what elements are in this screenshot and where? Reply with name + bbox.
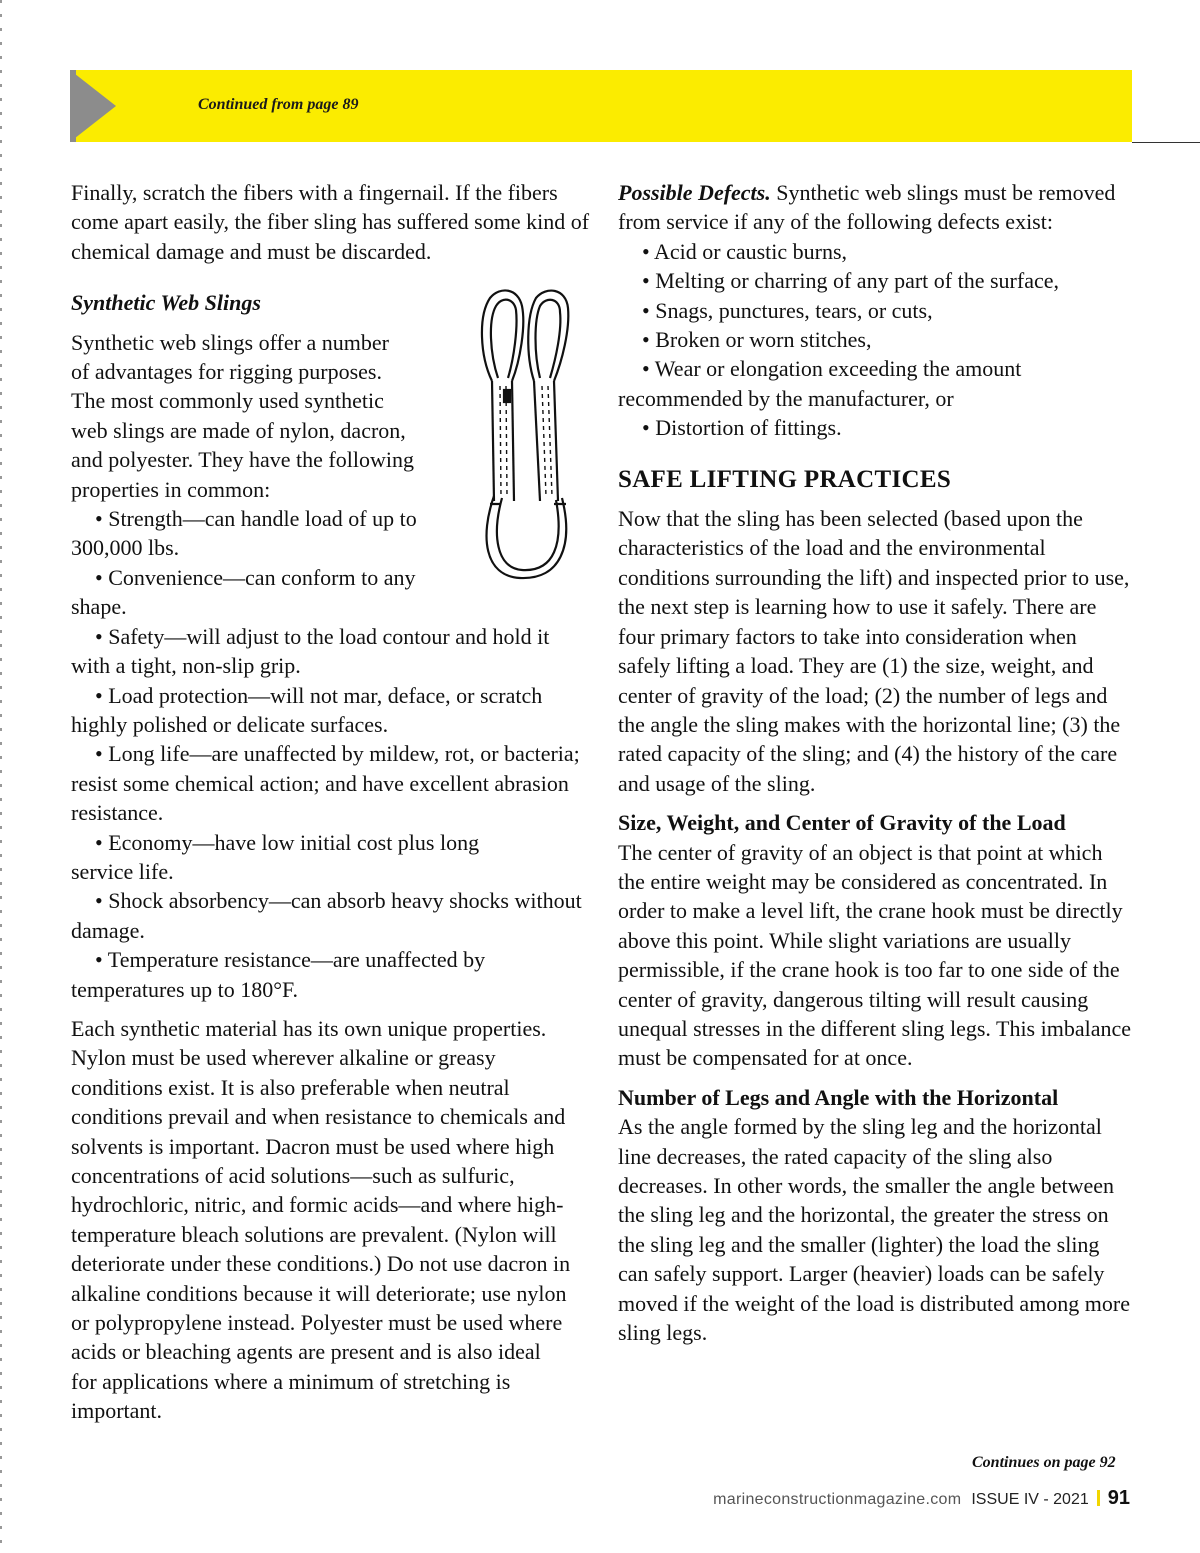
list-item-defect: • Snags, punctures, tears, or cuts, bbox=[642, 297, 933, 323]
list-item-load-protection: • Load protection—will not mar, deface, or scratch highly polished or delicate surfaces. bbox=[71, 682, 543, 737]
list-item-economy: • Economy—have low initial cost plus long service life. bbox=[71, 829, 480, 884]
text-line: of advantages for rigging purposes. bbox=[71, 359, 382, 385]
section-title-synthetic-web-slings: Synthetic Web Slings bbox=[71, 290, 261, 316]
list-item-long-life: • Long life—are unaffected by mildew, rot, or bacteria; resist some chemical action; and have excellent abrasion resistance. bbox=[71, 741, 580, 826]
continues-on-label: Continues on page 92 bbox=[972, 1454, 1116, 1471]
legs-and-angle-paragraph: As the angle formed by the sling leg and the horizontal line decreases, the rated capacity of the sling also decreases. In other words, the smaller the angle between the sling leg and the horizontal, the greater the stress on the sling leg and the smaller (lighter) the load the sling can safely support. Larger (heavier) loads can be safely moved if the weight of the load is distributed among more sling legs. bbox=[618, 1114, 1131, 1346]
synthetic-web-sling-illustration bbox=[470, 286, 578, 584]
list-item-defect: • Melting or charring of any part of the surface, bbox=[642, 268, 1059, 294]
banner-arrow-icon bbox=[70, 70, 116, 142]
footer-separator bbox=[1097, 1490, 1100, 1506]
text-line: properties in common: bbox=[71, 476, 271, 502]
list-item-defect: • Wear or elongation exceeding the amount recommended by the manufacturer, or bbox=[618, 356, 1022, 411]
materials-paragraph: Each synthetic material has its own unique properties. Nylon must be used wherever alkaline or greasy conditions exist. It is also preferable when neutral conditions prevail and when resistance to chemicals and solvents is important. Dacron must be used where high concentrations of acid solutions—such as sulfuric, hydrochloric, nitric, and formic acids—and where high-temperature bleach solutions are prevalent. (Nylon will deteriorate under these conditions.) Do not use dacron in alkaline conditions because it will deteriorate; use nylon or polypropylene instead. Polyester must be used where acids or bleaching agents are present and is also ideal for applications where a minimum of stretching is important. bbox=[71, 1015, 571, 1424]
list-item-safety: • Safety—will adjust to the load contour and hold it with a tight, non-slip grip. bbox=[71, 623, 550, 679]
subheading-center-of-gravity: Size, Weight, and Center of Gravity of the Load bbox=[618, 810, 1066, 836]
text-line: Synthetic web slings offer a number bbox=[71, 329, 389, 355]
text-line: and polyester. They have the following bbox=[71, 447, 414, 473]
page-footer bbox=[713, 1487, 1130, 1510]
defects-intro-text: Synthetic web slings must be removed from service if any of the following defects exist: bbox=[618, 180, 1116, 235]
section-title-safe-lifting: SAFE LIFTING PRACTICES bbox=[618, 465, 952, 493]
website-url: marineconstructionmagazine.com bbox=[713, 1491, 962, 1508]
right-column bbox=[618, 178, 1133, 1347]
list-item-convenience: • Convenience—can conform to any shape. bbox=[71, 564, 416, 620]
intro-paragraph: Finally, scratch the fibers with a fingernail. If the fibers come apart easily, the fiber sling has suffered some kind of chemical damage and must be discarded. bbox=[71, 180, 590, 264]
text-line: The most commonly used synthetic bbox=[71, 388, 384, 414]
list-item-strength: • Strength—can handle load of up to 300,000 lbs. bbox=[71, 506, 417, 561]
list-item-defect: • Broken or worn stitches, bbox=[642, 327, 872, 353]
list-item-temperature-resistance: • Temperature resistance—are unaffected by temperatures up to 180°F. bbox=[71, 947, 486, 1002]
list-item-defect: • Distortion of fittings. bbox=[642, 415, 842, 441]
page-number: 91 bbox=[1107, 1487, 1130, 1509]
page-edge-marks bbox=[0, 0, 2, 1553]
center-of-gravity-paragraph: The center of gravity of an object is that point at which the entire weight may be considered as concentrated. In order to make a level lift, the crane hook must be directly above this point. While slight variations are usually permissible, if the crane hook is too far to one side of the center of gravity, dangerous tilting will result causing unequal stresses in the different sling legs. This imbalance must be compensated for at once. bbox=[618, 839, 1132, 1071]
safe-lifting-paragraph: Now that the sling has been selected (based upon the characteristics of the load and the environmental conditions surrounding the lift) and inspected prior to use, the next step is learning how to use it safely. There are four primary factors to take into consideration when safely lifting a load. They are (1) the size, weight, and center of gravity of the load; (2) the number of legs and the angle the sling makes with the horizontal line; (3) the rated capacity of the sling; and (4) the history of the care and usage of the sling. bbox=[618, 506, 1130, 796]
continued-from-label: Continued from page 89 bbox=[198, 96, 359, 113]
issue-label: ISSUE IV - 2021 bbox=[971, 1491, 1089, 1508]
defects-intro bbox=[618, 178, 1133, 237]
banner-rule bbox=[1132, 142, 1200, 143]
defects-lead: Possible Defects. bbox=[618, 180, 771, 205]
list-item-shock-absorbency: • Shock absorbency—can absorb heavy shocks without damage. bbox=[71, 888, 582, 943]
subheading-legs-and-angle: Number of Legs and Angle with the Horizontal bbox=[618, 1084, 1059, 1110]
text-line: web slings are made of nylon, dacron, bbox=[71, 417, 406, 443]
web-slings-intro bbox=[71, 328, 456, 504]
list-item-defect: • Acid or caustic burns, bbox=[642, 238, 848, 264]
